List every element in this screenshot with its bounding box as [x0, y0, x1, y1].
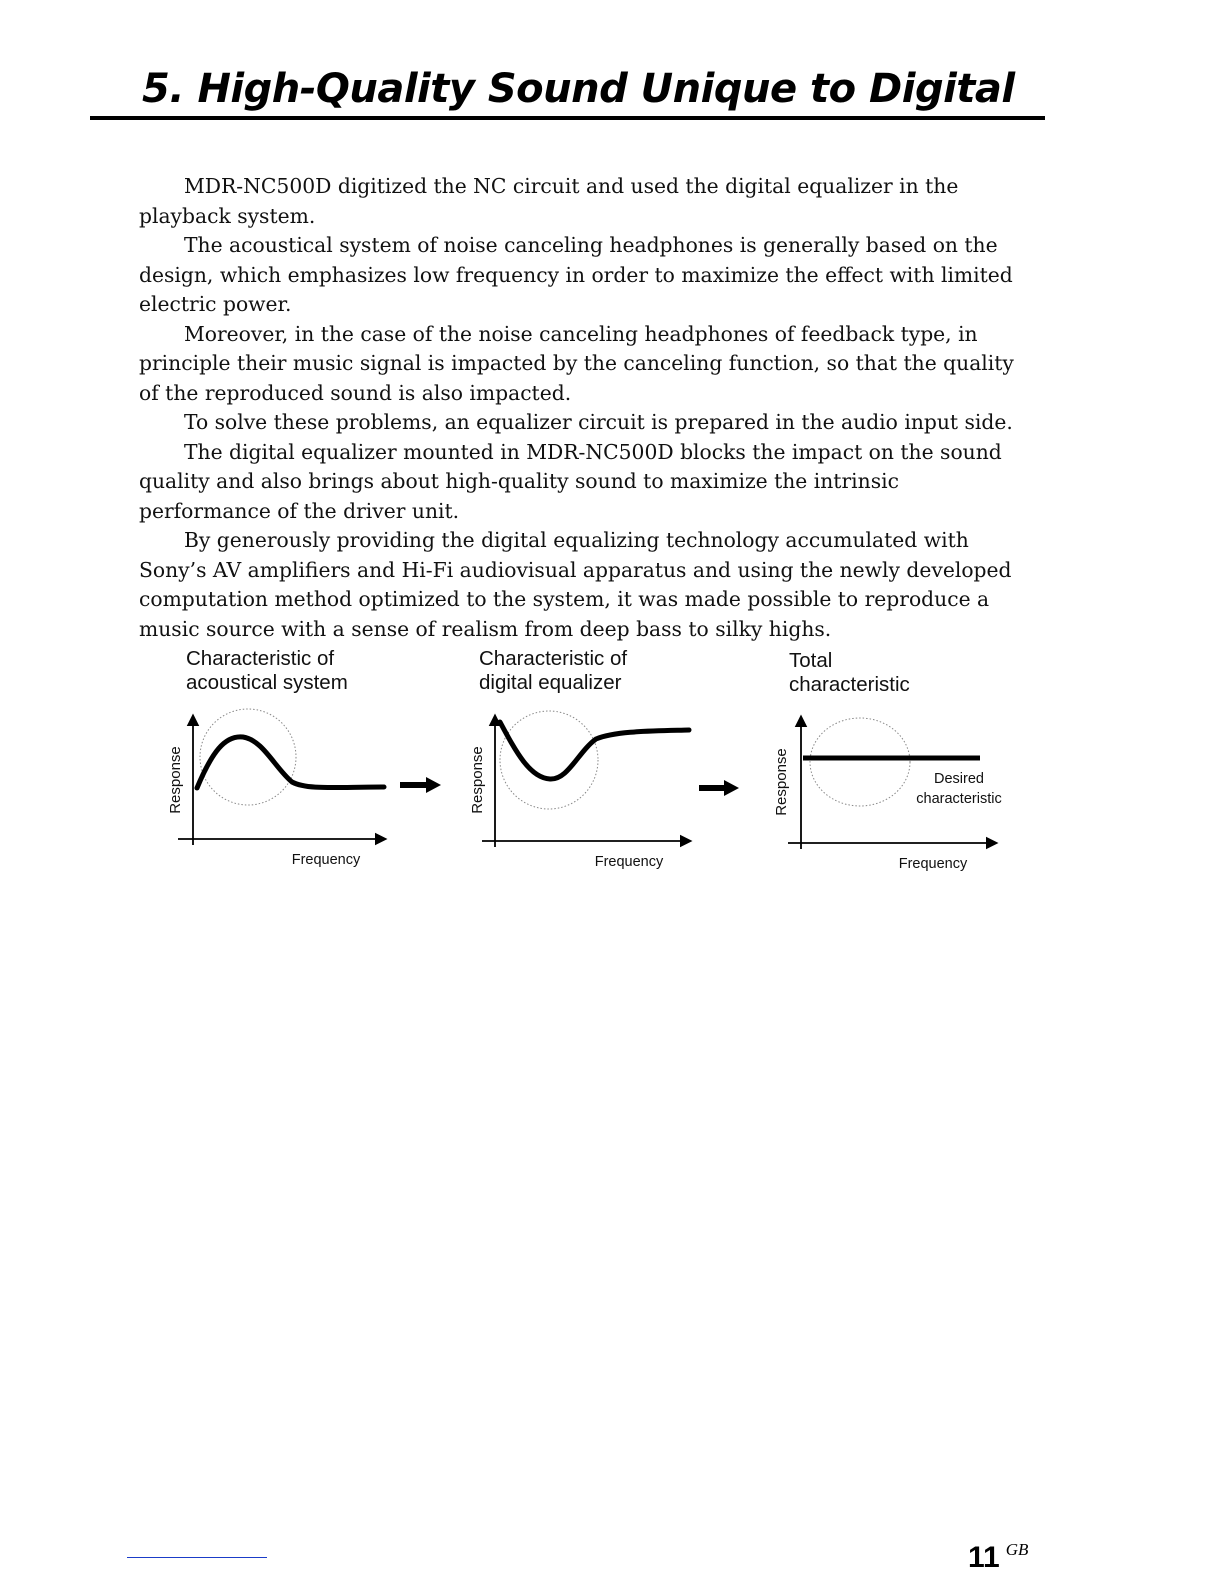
paragraph: By generously providing the digital equalizing technology accumulated with Sony’s AV amplifiers and Hi-Fi audiovisual apparatus and using the newly developed computation method optimized to the system, it was made possible to reproduce a music source with a sense of realism from deep bass to silky highs. — [139, 528, 1012, 641]
footer-rule — [127, 1557, 267, 1558]
heading-underline — [90, 116, 1045, 120]
paragraph: The acoustical system of noise canceling headphones is generally based on the design, which emphasizes low frequency in order to maximize the effect with limited electric power. — [139, 233, 1013, 316]
arrow-icon — [699, 780, 739, 796]
total-diagram-title — [789, 649, 910, 697]
body-text — [139, 172, 1029, 644]
paragraph: MDR-NC500D digitized the NC circuit and used the digital equalizer in the playback system. — [139, 174, 959, 228]
paragraph: The digital equalizer mounted in MDR-NC500D blocks the impact on the sound quality and also brings about high-quality sound to maximize the intrinsic performance of the driver unit. — [139, 439, 1002, 523]
paragraph: Moreover, in the case of the noise canceling headphones of feedback type, in principle their music signal is impacted by the canceling function, so that the quality of the reproduced sound is also impacted. — [139, 321, 1014, 405]
total-highlight-circle — [810, 718, 910, 806]
page-suffix: GB — [1005, 1540, 1029, 1559]
acoustical-diagram-title — [186, 647, 348, 695]
arrow-icon — [400, 777, 441, 793]
page-number-value: 11 — [968, 1541, 1000, 1574]
page-number — [968, 1540, 1028, 1575]
paragraph: To solve these problems, an equalizer circuit is prepared in the audio input side. — [184, 410, 1013, 434]
section-heading: 5. High-Quality Sound Unique to Digital — [142, 66, 1015, 112]
acoustical-y-label: Response — [167, 746, 184, 814]
equalizer-x-label: Frequency — [594, 854, 664, 870]
acoustical-diagram — [167, 709, 385, 868]
acoustical-x-label: Frequency — [291, 852, 361, 868]
desired-note-line1: Desired — [934, 771, 984, 787]
equalizer-y-label: Response — [469, 746, 486, 814]
acoustical-title-line1: Characteristic of — [186, 647, 335, 670]
equalizer-highlight-circle — [500, 711, 598, 809]
equalizer-diagram-title — [479, 647, 627, 695]
total-y-label: Response — [773, 748, 790, 816]
acoustical-title-line2: acoustical system — [186, 671, 348, 694]
equalizer-diagram — [469, 711, 690, 870]
total-title-line1: Total — [789, 649, 833, 672]
acoustical-response-curve — [197, 737, 384, 788]
desired-note-line2: characteristic — [916, 791, 1002, 807]
total-diagram — [773, 717, 1002, 872]
total-x-label: Frequency — [898, 856, 968, 872]
frequency-response-diagrams — [0, 700, 1224, 890]
equalizer-title-line2: digital equalizer — [479, 671, 622, 694]
equalizer-title-line1: Characteristic of — [479, 647, 628, 670]
equalizer-response-curve — [500, 722, 689, 779]
total-title-line2: characteristic — [789, 673, 910, 696]
